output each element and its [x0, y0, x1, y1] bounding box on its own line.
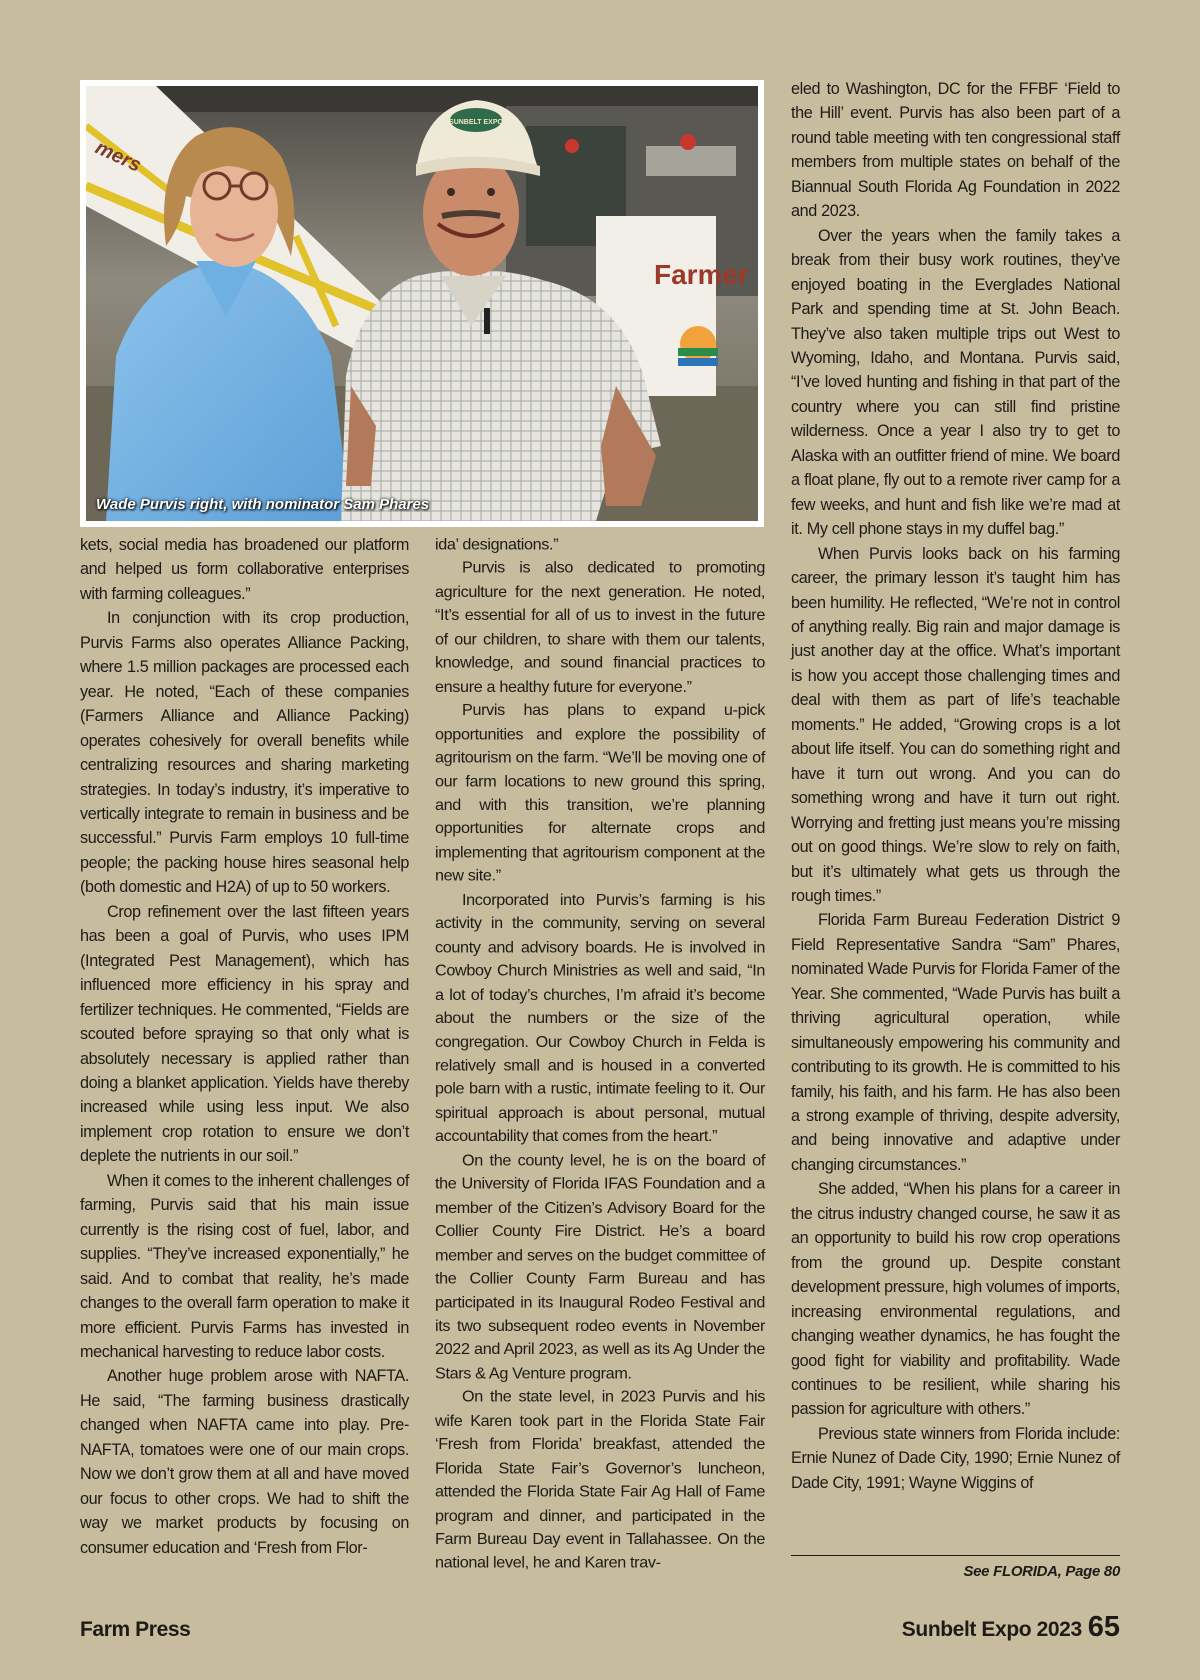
paragraph: On the state level, in 2023 Purvis and his wife Karen took part in the Florida State Fair ‘Fresh from Florida’ breakfast, attended the Florida State Fair’s Governor’s luncheon, attended the Florida State Fair Ag Hall of Fame program and dinner, and participated in the Farm Bureau Day event in Tallahassee. On the national level, he and Karen trav- — [435, 1388, 765, 1572]
sign-text: Farmer — [654, 259, 749, 290]
paragraph: When Purvis looks back on his farming career, the primary lesson it’s taught him has been humility. He reflected, “We’re not in control of anything really. Big rain and major damage is just another day at the office. What’s important is how you accept those challenging times and deal with them as part of life’s teachable moments.” He added, “Growing crops is a lot about life itself. You can do something right and have it turn out wrong. And you can do something wrong and have it turn out right. Worrying and fretting just means you’re missing out on good things. We’re slow to rely on faith, but it’s ultimately what gets us through the rough times.” — [791, 544, 1120, 905]
continuation-note: See FLORIDA, Page 80 — [963, 1563, 1120, 1580]
conveyor-banner-text: mers — [91, 136, 145, 177]
paragraph: Florida Farm Bureau Federation District 9 Field Representative Sandra “Sam” Phares, nominated Wade Purvis for Florida Famer of the Year. She commented, “Wade Purvis has built a thriving agricultural operation, while simultaneously empowering his community and contributing to its growth. He is committed to his family, his faith, and his farm. He has also been a strong example of thriving, despite adversity, and being innovative and adaptive under changing circumstances.” — [791, 911, 1120, 1174]
article-column-3 — [791, 77, 1120, 1495]
paragraph: In conjunction with its crop production, Purvis Farms also operates Alliance Packing, where 1.5 million packages are processed each year. He noted, “Each of these companies (Farmers Alliance and Alliance Packing) operates cohesively for overall benefits while centralizing resources and sharing marketing strategies. In today’s industry, it’s imperative to vertically integrate to remain in business and be successful.” Purvis Farm employs 10 full-time people; the packing house hires seasonal help (both domestic and H2A) of up to 50 workers. — [80, 609, 409, 897]
paragraph: kets, social media has broadened our platform and helped us form collaborative enterprises with farming colleagues.” — [80, 536, 409, 603]
paragraph: Crop refinement over the last fifteen years has been a goal of Purvis, who uses IPM (Integrated Pest Management), which has influenced more efficiency in his spray and fertilizer techniques. He commented, “Fields are scouted before spraying so that only what is absolutely necessary is applied rather than doing a blanket application. Yields have thereby increased while using less input. We also implement crop rotation to ensure we don’t deplete the nutrients in our soil.” — [80, 902, 409, 1166]
article-column-2 — [435, 533, 765, 1575]
footer-folio — [902, 1611, 1120, 1644]
paragraph: Over the years when the family takes a break from their busy work routines, they’ve enjoyed boating in the Everglades National Park and spending time at St. John Beach. They’ve also taken multiple trips out West to Wyoming, Idaho, and Montana. Purvis said, “I’ve loved hunting and fishing in that part of the country where you can still find pristine wilderness. Once a year I also try to get to Alaska with an outfitter friend of mine. We board a float plane, fly out to a remote river camp for a few weeks, and hunt and fish like we’re mad at it. My cell phone stays in my duffel bag.” — [791, 226, 1120, 539]
photo-image — [86, 86, 758, 521]
photo-caption: Wade Purvis right, with nominator Sam Phares — [96, 496, 430, 513]
paragraph: Purvis has plans to expand u-pick opportunities and explore the possibility of agritourism on the farm. “We’ll be moving one of our farm locations to new ground this spring, and with this transition, we’re planning opportunities for alternate crops and implementing that agritourism component at the new site.” — [435, 701, 765, 885]
paragraph: eled to Washington, DC for the FFBF ‘Field to the Hill’ event. Purvis has also been part of a round table meeting with ten congressional staff members from multiple states on behalf of the Biannual South Florida Ag Foundation in 2022 and 2023. — [791, 80, 1120, 221]
paragraph: Another huge problem arose with NAFTA. He said, “The farming business drastically changed when NAFTA came into play. Pre-NAFTA, tomatoes were one of our main crops. Now we don’t grow them at all and have moved our focus to other crops. We had to shift the way we market products by focusing on consumer education and ‘Fresh from Flor- — [80, 1367, 409, 1557]
paragraph: She added, “When his plans for a career in the citrus industry changed course, he saw it as an opportunity to build his row crop operations from the ground up. Despite constant development pressure, high volumes of imports, increasing environmental regulations, and changing weather dynamics, he has fought the good fight for viability and profitability. Wade continues to be resilient, while sharing his passion for agriculture with others.” — [791, 1180, 1120, 1419]
article-column-1 — [80, 533, 409, 1560]
footer-section-title: Farm Press — [80, 1618, 191, 1641]
paragraph: ida’ designations.” — [435, 535, 559, 554]
cap-logo-text: SUNBELT EXPO — [449, 119, 503, 126]
paragraph: Previous state winners from Florida include: Ernie Nunez of Dade City, 1990; Ernie Nunez of Dade City, 1991; Wayne Wiggins of — [791, 1424, 1120, 1492]
paragraph: When it comes to the inherent challenges of farming, Purvis said that his main issue currently is the rising cost of fuel, labor, and supplies. “They’ve increased exponentially,” he said. And to combat that reality, he’s made changes to the overall farm operation to make it more efficient. Purvis Farms has invested in mechanical harvesting to reduce labor costs. — [80, 1171, 409, 1361]
paragraph: Incorporated into Purvis’s farming is his activity in the community, serving on several county and advisory boards. He is involved in Cowboy Church Ministries as well and said, “In a lot of today’s churches, I’m afraid it’s become about the numbers or the size of the congregation. Our Cowboy Church in Felda is relatively small and is housed in a converted pole barn with a rustic, intimate feeling to it. Our spiritual approach is about personal, mutual accountability that comes from the heart.” — [435, 891, 765, 1146]
page-number: 65 — [1087, 1611, 1120, 1643]
continuation-rule — [791, 1555, 1120, 1556]
footer-publication: Sunbelt Expo 2023 — [901, 1618, 1082, 1641]
article-photo — [80, 80, 764, 527]
paragraph: Purvis is also dedicated to promoting agriculture for the next generation. He noted, “It’s essential for all of us to invest in the future of our children, to share with them our talents, knowledge, and sound financial practices to ensure a healthy future for everyone.” — [435, 559, 765, 696]
paragraph: On the county level, he is on the board of the University of Florida IFAS Foundation and a member of the Citizen’s Advisory Board for the Collier County Fire District. He’s a board member and serves on the budget committee of the Collier County Farm Bureau and has participated in its Inaugural Rodeo Festival and its two subsequent rodeo events in November 2022 and April 2023, as well as its Ag Under the Stars & Ag Venture program. — [435, 1151, 765, 1383]
photo-illustration — [86, 86, 758, 521]
